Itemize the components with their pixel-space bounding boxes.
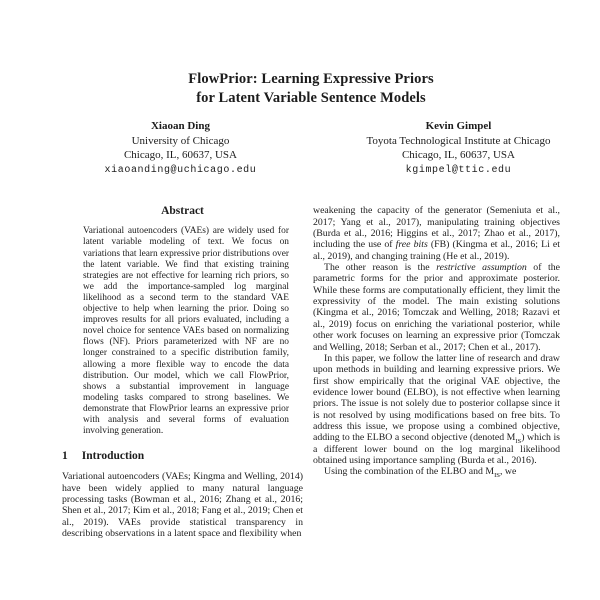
right-column	[313, 205, 560, 539]
paper-title-line-2: for Latent Variable Sentence Models	[196, 90, 426, 106]
section-number: 1	[62, 450, 68, 463]
author-email: kgimpel@ttic.edu	[405, 164, 512, 176]
author-row	[62, 119, 560, 178]
section-title: Introduction	[81, 450, 145, 463]
paragraph-weakening-generator: weakening the capacity of the generator (Semeniuta et al., 2017; Yang et al., 2017), manipulating training objectives (Burda et al., 2016; Higgins et al., 2017; Zhao et al., 2017), including the use of free bits (FB) (Kingma et al., 2016; Li et al., 2019), and changing training (He et al., 2019).	[313, 205, 561, 262]
author-name: Kevin Gimpel	[425, 120, 492, 132]
intro-paragraph: Variational autoencoders (VAEs; Kingma and Welling, 2014) have been widely applied to many natural language processing tasks (Bowman et al., 2016; Zhang et al., 2016; Shen et al., 2017; Kim et al., 2018; Fang et al., 2019; Chen et al., 2019). VAEs provide statistical transparency in describing observations in a latent space and flexibility when	[62, 471, 303, 539]
author-block-xiaoan-ding	[62, 119, 299, 178]
author-address: Chicago, IL, 60637, USA	[123, 149, 237, 162]
author-block-kevin-gimpel	[357, 119, 560, 178]
paragraph-combined-objective: In this paper, we follow the latter line of research and draw upon methods in building and learning expressive priors. We first show empirically that the original VAE objective, the evidence lower bound (ELBO), is not effective when learning priors. The issue is not solely due to posterior collapse since it is not resolved by using modifications based on free bits. To address this issue, we propose using a combined objective, adding to the ELBO a second objective (denoted $M_{IS}$) which is a different lower bound on the log marginal likelihood obtained using importance sampling (Burda et al., 2016).	[313, 352, 560, 466]
paragraph-restrictive-assumption: The other reason is the restrictive assumption of the parametric forms for the prior and approximate posterior. While these forms are computationally efficient, they limit the expressivity of the model. The main existing solutions (Kingma et al., 2016; Tomczak and Welling, 2018; Razavi et al., 2019) focus on enriching the variational posterior, while other work focuses on learning an expressive prior (Tomczak and Welling, 2018; Serban et al., 2017; Chen et al., 2017).	[313, 262, 560, 353]
author-name: Xiaoan Ding	[150, 120, 210, 132]
paper-title-line-1: FlowPrior: Learning Expressive Priors	[188, 71, 434, 87]
author-affiliation: Toyota Technological Institute at Chicago	[366, 134, 551, 147]
author-affiliation: University of Chicago	[131, 134, 230, 147]
abstract-section	[62, 205, 303, 437]
left-column	[62, 205, 303, 539]
author-email: xiaoanding@uchicago.edu	[104, 164, 257, 176]
paragraph-elbo-mis-combination: Using the combination of the ELBO and $M_{IS}$, we	[324, 466, 517, 480]
abstract-heading: Abstract	[161, 205, 204, 218]
author-address: Chicago, IL, 60637, USA	[401, 149, 515, 162]
abstract-text: Variational autoencoders (VAEs) are widely used for latent variable modeling of text. We focus on variations that learn expressive prior distributions over the latent variable. We find that existing training strategies are not effective for learning rich priors, so we add the importance-sampled log marginal likelihood as a second term to the standard VAE objective to help when learning the prior. Doing so improves results for all priors evaluated, including a novel choice for sentence VAEs based on normalizing flows (NF). Priors parameterized with NF are no longer constrained to a specific distribution family, allowing a more flexible way to encode the data distribution. Our model, which we call FlowPrior, shows a substantial improvement in language modeling tasks compared to strong baselines. We demonstrate that FlowPrior learns an expressive prior with analysis and several forms of evaluation involving generation.	[83, 226, 289, 437]
section-heading-introduction	[62, 450, 303, 462]
two-column-body	[62, 205, 560, 539]
paper-title	[62, 70, 560, 108]
